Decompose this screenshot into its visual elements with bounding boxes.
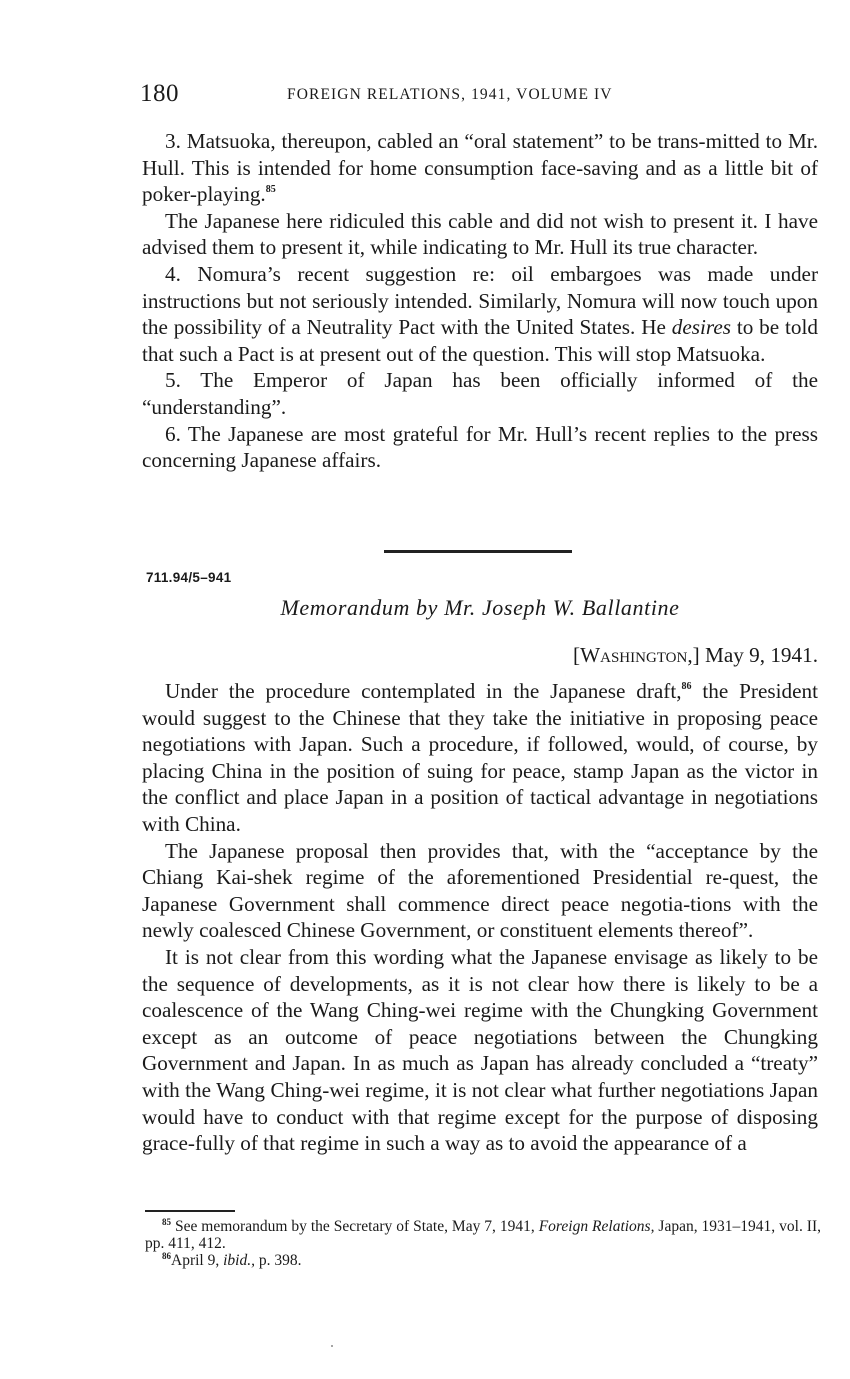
footnote-85 — [145, 1218, 821, 1252]
paragraph-text: the President would suggest to the Chinese that they take the initiative in proposing peace negotiations with Japan. Such a procedure, if followed, would, of course, by placing China in the position of suing for peace, stamp Japan as the victor in the conflict and place Japan in a position of tactical advantage in negotiations with China. — [142, 679, 818, 836]
emphasis-desires: desires — [671, 315, 731, 340]
paragraph-item-5: 5. The Emperor of Japan has been officially informed of the “understanding”. — [142, 368, 818, 419]
footnote-text: p. 398. — [254, 1252, 302, 1269]
paragraph-item-4 — [142, 261, 818, 367]
memorandum-title: Memorandum by Mr. Joseph W. Ballantine — [280, 595, 680, 620]
page-number: 180 — [140, 80, 179, 107]
footnote-text: Japan, 1931–1941, vol. II, pp. 411, 412. — [145, 1218, 821, 1252]
section-divider — [384, 550, 572, 553]
footnote-mark: 86 — [162, 1251, 171, 1261]
footnote-emphasis: Foreign Relations, — [538, 1218, 655, 1235]
footnote-text: April 9, — [171, 1252, 224, 1269]
paragraph-wording-unclear: It is not clear from this wording what the Japanese envisage as likely to be the sequence of developments, as it is not clear how there is likely to be a coalescence of the Wang Ching-wei regime with the Chungking Government except as an outcome of peace negotiations between the Chungking Government and Japan. In as much as Japan has already concluded a “treaty” with the Wang Ching-wei regime, it is not clear what further negotiations Japan would have to conduct with that regime except for the purpose of disposing grace-fully of that regime in such a way as to avoid the appearance of a — [142, 944, 818, 1156]
dateline-bracket: [ — [573, 643, 581, 667]
dateline — [142, 643, 818, 668]
memorandum-body — [142, 678, 818, 1157]
paragraph-japanese-proposal: The Japanese proposal then provides that, with the “acceptance by the Chiang Kai-shek regime of the aforementioned Presidential re-quest, the Japanese Government shall commence direct peace negotia-tions with the newly coalesced Chinese Government, or constituent elements thereof”. — [142, 838, 818, 943]
footnote-text: See memorandum by the Secretary of State, May 7, 1941, — [174, 1218, 539, 1235]
paragraph-item-6: 6. The Japanese are most grateful for Mr. Hull’s recent replies to the press concerning Japanese affairs. — [142, 421, 818, 473]
running-head: FOREIGN RELATIONS, 1941, VOLUME IV — [287, 86, 613, 103]
paragraph-procedure — [142, 678, 818, 838]
footnote-mark: 85 — [162, 1217, 171, 1227]
scan-artifact — [331, 1345, 333, 1347]
paragraph-text: to be told that such a Pact is at present out of the question. This will stop Matsuoka. — [142, 315, 818, 366]
footnote-emphasis: ibid., — [223, 1252, 255, 1269]
footnote-divider — [145, 1210, 235, 1212]
page-header — [140, 80, 820, 114]
footnote-86 — [145, 1252, 821, 1269]
footnote-ref-86: 86 — [681, 681, 692, 692]
paragraph-item-3 — [142, 128, 818, 208]
continued-section — [142, 128, 818, 474]
footnote-ref-85: 85 — [265, 184, 276, 196]
dateline-date: ,] May 9, 1941. — [687, 643, 818, 667]
footnotes — [145, 1218, 821, 1269]
paragraph-text: 4. Nomura’s recent suggestion re: oil embargoes was made under instructions but not seriously intended. Similarly, Nomura will now touch upon the possibility of a Neutrality Pact with the United States. He — [142, 261, 818, 340]
file-number: 711.94/5–941 — [146, 570, 232, 585]
paragraph-cable-ridiculed: The Japanese here ridiculed this cable and did not wish to present it. I have advised them to present it, while indicating to Mr. Hull its true character. — [142, 208, 818, 260]
paragraph-text: Under the procedure contemplated in the Japanese draft, — [165, 679, 682, 703]
paragraph-text: 3. Matsuoka, thereupon, cabled an “oral statement” to be trans-mitted to Mr. Hull. This is intended for home consumption face-saving and as a little bit of poker-playing. — [142, 129, 818, 207]
dateline-place: Washington — [580, 643, 688, 667]
